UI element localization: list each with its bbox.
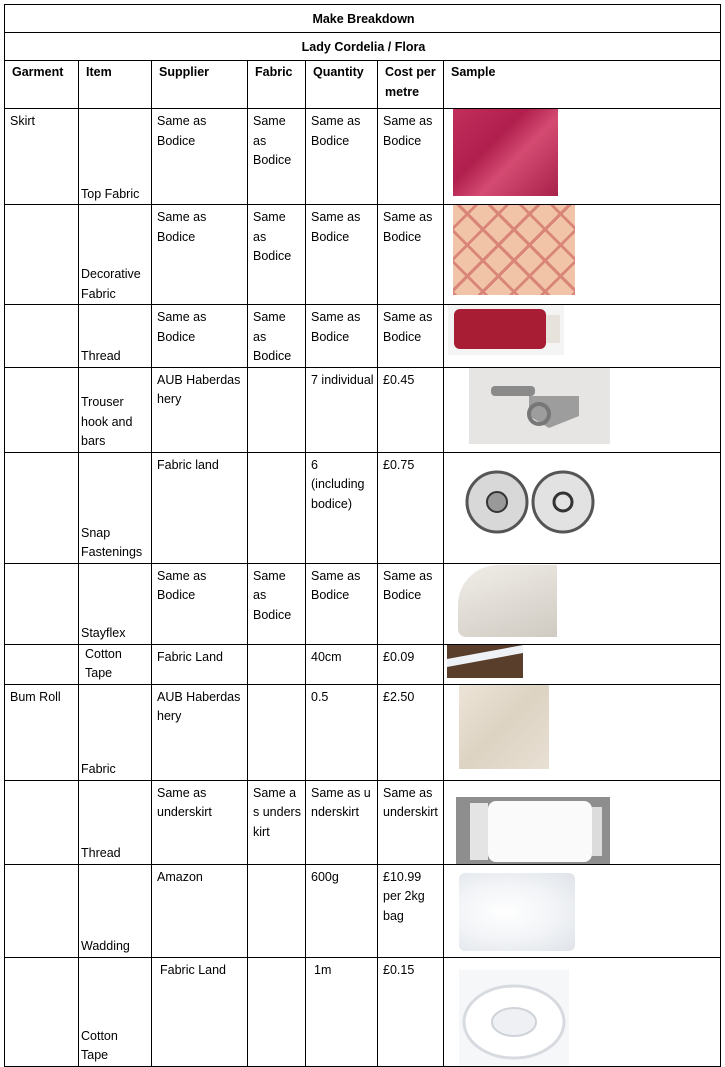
fabric-cell: Same as Bodice (248, 205, 306, 305)
quantity-cell: Same as underskirt (306, 780, 378, 864)
red-thread-spool (448, 305, 564, 356)
cost-cell: £2.50 (378, 684, 444, 780)
hook-and-bar-photo (469, 367, 610, 444)
header-supplier: Supplier (152, 61, 248, 109)
item-label: Stayflex (81, 626, 126, 640)
fabric-cell: Same as Bodice (248, 563, 306, 644)
item-cell (79, 452, 152, 563)
patterned-fabric-swatch (453, 205, 575, 296)
supplier-cell: Fabric Land (152, 957, 248, 1066)
quantity-cell: Same as Bodice (306, 205, 378, 305)
supplier-cell: Fabric land (152, 452, 248, 563)
cost-cell: £0.45 (378, 367, 444, 452)
quantity-cell: 6 (including bodice) (306, 452, 378, 563)
header-item: Item (79, 61, 152, 109)
sample-cell (444, 367, 721, 452)
item-cell (79, 205, 152, 305)
header-fabric: Fabric (248, 61, 306, 109)
quantity-cell: 40cm (306, 644, 378, 684)
cost-cell: Same as Bodice (378, 205, 444, 305)
table-row (5, 452, 721, 563)
sample-cell (444, 109, 721, 205)
garment-cell (5, 957, 79, 1066)
supplier-cell: Same as underskirt (152, 780, 248, 864)
garment-cell (5, 864, 79, 957)
supplier-cell: AUB Haberdashery (152, 684, 248, 780)
item-cell (79, 367, 152, 452)
table-row (5, 684, 721, 780)
garment-cell (5, 305, 79, 368)
garment-cell (5, 367, 79, 452)
fabric-cell (248, 644, 306, 684)
garment-cell (5, 205, 79, 305)
supplier-cell: Same as Bodice (152, 305, 248, 368)
fabric-cell (248, 367, 306, 452)
item-label: Snap Fastenings (81, 525, 143, 559)
item-label: Fabric (81, 762, 116, 776)
garment-cell (5, 452, 79, 563)
wadding-photo (459, 873, 575, 951)
table-subtitle: Lady Cordelia / Flora (5, 33, 721, 61)
quantity-cell: 600g (306, 864, 378, 957)
quantity-cell: 0.5 (306, 684, 378, 780)
stayflex-swatch (458, 565, 557, 637)
item-label: Wadding (81, 939, 130, 953)
item-label: Thread (81, 349, 121, 363)
fabric-cell (248, 864, 306, 957)
sample-cell (444, 563, 721, 644)
cost-cell: £0.15 (378, 957, 444, 1066)
item-label: Cotton Tape (85, 646, 122, 680)
cost-cell: £0.09 (378, 644, 444, 684)
cotton-tape-photo (447, 645, 523, 678)
item-cell (79, 109, 152, 205)
table-row (5, 109, 721, 205)
table-row (5, 644, 721, 684)
item-cell (79, 957, 152, 1066)
table-row (5, 305, 721, 368)
sample-cell (444, 864, 721, 957)
garment-cell (5, 780, 79, 864)
quantity-cell: Same as Bodice (306, 305, 378, 368)
header-sample: Sample (444, 61, 721, 109)
supplier-cell: Same as Bodice (152, 109, 248, 205)
item-cell (79, 563, 152, 644)
snap-fastener-photo (464, 469, 596, 535)
item-cell (79, 864, 152, 957)
fabric-cell: Same as Bodice (248, 109, 306, 205)
item-cell (79, 780, 152, 864)
fabric-cell (248, 452, 306, 563)
sample-cell (444, 684, 721, 780)
fabric-cell: Same as underskirt (248, 780, 306, 864)
item-label: Trouser hook and bars (81, 395, 133, 448)
sample-cell (444, 205, 721, 305)
linen-fabric-swatch (459, 684, 549, 769)
header-garment: Garment (5, 61, 79, 109)
supplier-cell: Same as Bodice (152, 563, 248, 644)
sample-cell (444, 644, 721, 684)
cost-cell: Same as Bodice (378, 109, 444, 205)
sample-cell (444, 452, 721, 563)
supplier-cell: Fabric Land (152, 644, 248, 684)
sample-cell (444, 305, 721, 368)
quantity-cell: Same as Bodice (306, 563, 378, 644)
quantity-cell: 1m (306, 957, 378, 1066)
quantity-cell: 7 individual (306, 367, 378, 452)
make-breakdown-table (4, 4, 721, 1067)
item-label: Thread (81, 846, 121, 860)
header-quantity: Quantity (306, 61, 378, 109)
item-cell (79, 684, 152, 780)
sample-cell (444, 957, 721, 1066)
cost-cell: Same as Bodice (378, 305, 444, 368)
item-label: Decorative Fabric (81, 267, 141, 301)
table-row (5, 780, 721, 864)
table-row (5, 563, 721, 644)
header-cost: Cost per metre (378, 61, 444, 109)
cost-cell: Same as Bodice (378, 563, 444, 644)
sample-cell (444, 780, 721, 864)
item-label: Cotton Tape (81, 1028, 118, 1062)
table-row (5, 367, 721, 452)
garment-cell (5, 563, 79, 644)
item-label: Top Fabric (81, 186, 140, 201)
garment-cell: Skirt (5, 109, 79, 205)
cost-cell: £10.99 per 2kg bag (378, 864, 444, 957)
fabric-cell (248, 684, 306, 780)
supplier-cell: AUB Haberdashery (152, 367, 248, 452)
garment-cell (5, 644, 79, 684)
table-row (5, 205, 721, 305)
supplier-cell: Amazon (152, 864, 248, 957)
quantity-cell: Same as Bodice (306, 109, 378, 205)
cost-cell: Same as underskirt (378, 780, 444, 864)
item-cell (79, 644, 152, 684)
pink-fabric-swatch (453, 109, 558, 197)
table-row (5, 957, 721, 1066)
table-row (5, 864, 721, 957)
item-cell (79, 305, 152, 368)
supplier-cell: Same as Bodice (152, 205, 248, 305)
white-thread-spool (456, 797, 610, 865)
fabric-cell (248, 957, 306, 1066)
fabric-cell: Same as Bodice (248, 305, 306, 368)
table-title: Make Breakdown (5, 5, 721, 33)
white-tape-roll-photo (459, 970, 569, 1067)
header-row (5, 61, 721, 109)
garment-cell: Bum Roll (5, 684, 79, 780)
cost-cell: £0.75 (378, 452, 444, 563)
